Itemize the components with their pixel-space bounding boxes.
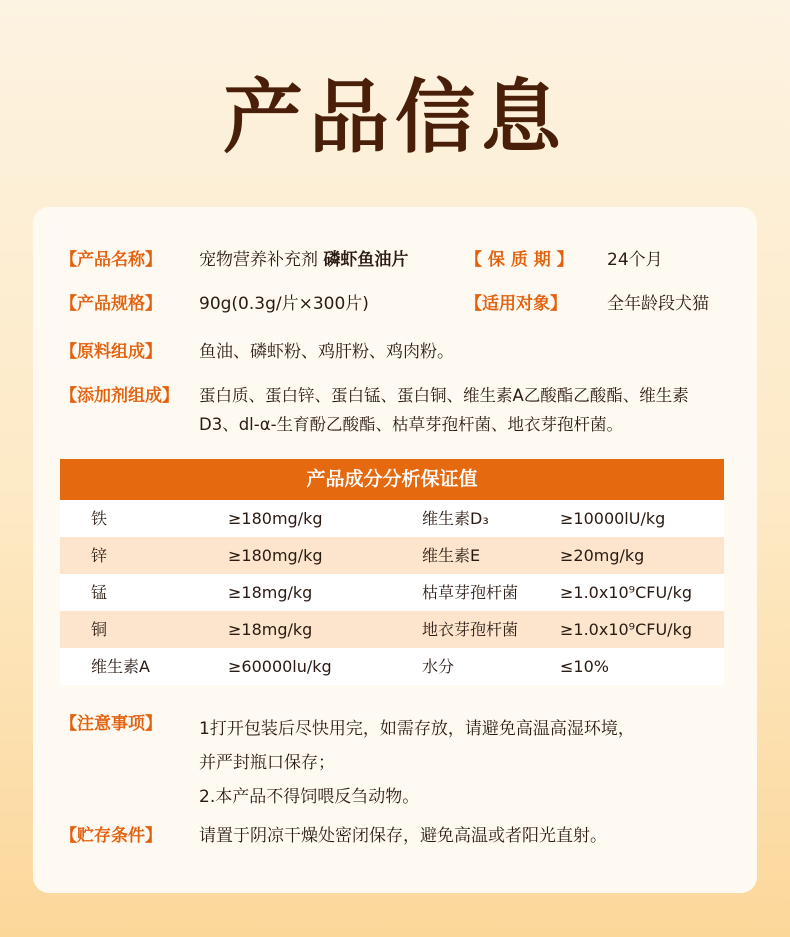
product-name-main: 磷虾鱼油片 — [323, 250, 409, 270]
additives-label: 【添加剂组成】 — [60, 386, 179, 406]
nutrient-name: 锰 — [91, 583, 108, 602]
notes-label: 【注意事项】 — [60, 714, 162, 734]
nutrient-name: 维生素D₃ — [422, 509, 489, 528]
nutrient-value: ≥18mg/kg — [228, 583, 313, 602]
shelf-life-text: 24个月 — [607, 250, 663, 270]
nutrient-value: ≥18mg/kg — [228, 620, 313, 639]
analysis-table-header: 产品成分分析保证值 — [60, 459, 724, 500]
product-name-row — [60, 248, 162, 272]
ingredients-row — [60, 340, 162, 364]
additives-row — [60, 384, 179, 408]
spec-value — [199, 292, 369, 316]
spec-text: 90g(0.3g/片×300片) — [199, 294, 369, 314]
notes-value — [199, 712, 635, 814]
nutrient-value: ≤10% — [560, 657, 609, 676]
nutrient-value: ≥1.0x10⁹CFU/kg — [560, 583, 692, 602]
product-name-prefix: 宠物营养补充剂 — [199, 250, 318, 270]
nutrient-name: 铁 — [91, 509, 108, 528]
ingredients-label: 【原料组成】 — [60, 342, 162, 362]
nutrient-value: ≥180mg/kg — [228, 509, 323, 528]
nutrient-name: 锌 — [91, 546, 108, 565]
storage-value — [199, 824, 607, 848]
table-row — [60, 611, 724, 648]
storage-label: 【贮存条件】 — [60, 826, 162, 846]
spec-row — [60, 292, 162, 316]
target-text: 全年龄段犬猫 — [607, 294, 709, 314]
additives-value — [199, 384, 744, 437]
storage-text: 请置于阴凉干燥处密闭保存，避免高温或者阳光直射。 — [199, 826, 607, 846]
product-name-label: 【产品名称】 — [60, 250, 162, 270]
analysis-table — [60, 459, 724, 682]
nutrient-value: ≥180mg/kg — [228, 546, 323, 565]
nutrient-name: 维生素E — [422, 546, 481, 565]
storage-row — [60, 824, 162, 848]
product-name-value — [199, 248, 408, 272]
notes-row — [60, 712, 162, 736]
table-row — [60, 648, 724, 685]
notes-line-2: 并严封瓶口保存； — [199, 753, 335, 773]
table-row — [60, 537, 724, 574]
nutrient-value: ≥10000lU/kg — [560, 509, 666, 528]
page-title: 产品信息 — [223, 71, 567, 164]
target-value — [607, 292, 709, 316]
nutrient-name: 水分 — [422, 657, 455, 676]
table-row — [60, 574, 724, 611]
nutrient-value: ≥60000lu/kg — [228, 657, 332, 676]
nutrient-name: 铜 — [91, 620, 108, 639]
shelf-life-value — [607, 248, 663, 272]
nutrient-name: 地衣芽孢杆菌 — [422, 620, 519, 639]
info-card — [33, 207, 757, 893]
shelf-life-row — [465, 248, 574, 272]
additives-line-2: D3、dl-α-生育酚乙酸酯、枯草芽孢杆菌、地衣芽孢杆菌。 — [199, 415, 624, 434]
table-row — [60, 500, 724, 537]
nutrient-name: 枯草芽孢杆菌 — [422, 583, 519, 602]
ingredients-value — [199, 340, 454, 364]
notes-line-1: 1打开包装后尽快用完，如需存放，请避免高温高湿环境， — [199, 719, 635, 739]
additives-line-1: 蛋白质、蛋白锌、蛋白锰、蛋白铜、维生素A乙酸酯乙酸酯、维生素 — [199, 386, 689, 405]
ingredients-text: 鱼油、磷虾粉、鸡肝粉、鸡肉粉。 — [199, 342, 454, 362]
shelf-life-label: 【 保 质 期 】 — [465, 250, 574, 270]
nutrient-value: ≥20mg/kg — [560, 546, 645, 565]
nutrient-value: ≥1.0x10⁹CFU/kg — [560, 620, 692, 639]
spec-label: 【产品规格】 — [60, 294, 162, 314]
nutrient-name: 维生素A — [91, 657, 150, 676]
notes-line-3: 2.本产品不得饲喂反刍动物。 — [199, 787, 420, 807]
target-label: 【适用对象】 — [465, 294, 567, 314]
target-row — [465, 292, 567, 316]
